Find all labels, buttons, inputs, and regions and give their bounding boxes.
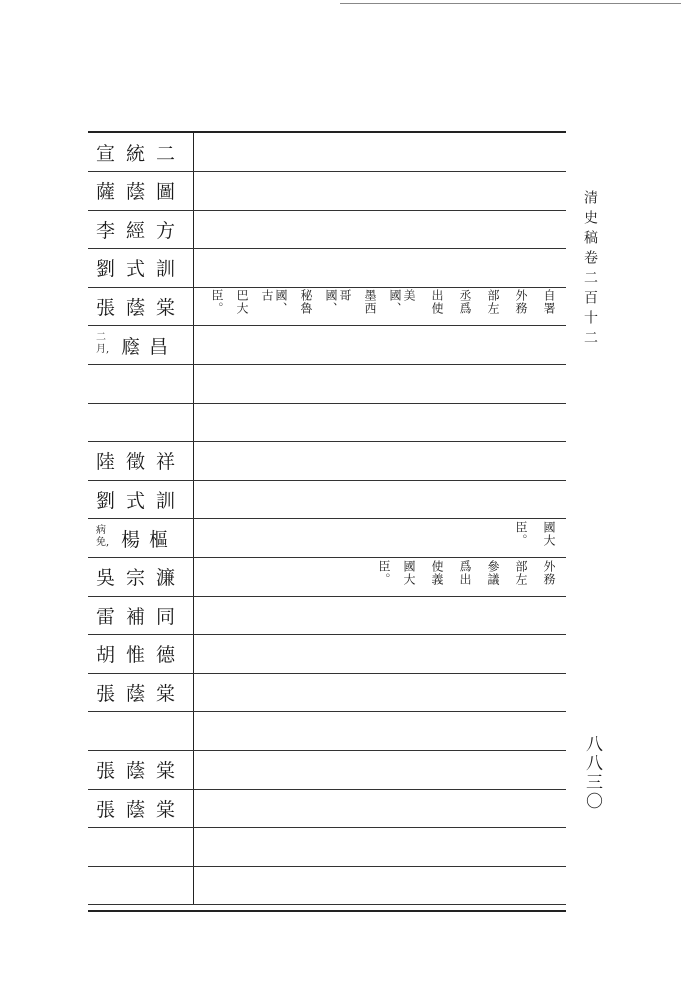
table-row [88, 249, 566, 288]
table-row [88, 828, 566, 867]
table-row [88, 326, 566, 365]
official-name: 劉式訓 [96, 258, 187, 281]
name-cell [96, 442, 192, 480]
table-row [88, 751, 566, 790]
official-name: 楊樞 [121, 528, 178, 551]
row-note: 病免, [96, 525, 110, 548]
entry-text [500, 521, 556, 555]
entry-column: 出使 [430, 289, 444, 316]
entry-column: 部左 [486, 289, 500, 316]
official-name: 張蔭棠 [96, 798, 187, 821]
table-row [88, 442, 566, 481]
entry-column: 參議 [486, 559, 500, 586]
entry-column: 丞爲 [458, 289, 472, 316]
official-name: 李經方 [96, 219, 187, 242]
name-cell [96, 712, 192, 750]
official-name: 宣統二 [96, 142, 187, 165]
entry-column: 臣。 [514, 521, 528, 547]
table-row [88, 866, 566, 905]
top-edge-line [340, 3, 681, 4]
entry-column: 美國、 [388, 289, 416, 316]
table-row [88, 635, 566, 674]
entry-column: 臣。 [377, 559, 391, 586]
entry-column: 哥國、 [324, 289, 352, 316]
name-cell [96, 751, 192, 789]
official-name: 陸徵祥 [96, 451, 187, 474]
official-name: 薩蔭圖 [96, 181, 187, 204]
entry-column: 臣。 [210, 289, 224, 316]
name-cell [96, 326, 192, 364]
entry-column: 秘魯 [299, 289, 313, 316]
name-cell [96, 558, 192, 596]
table-row [88, 365, 566, 404]
table-bottom-rule [88, 910, 566, 912]
official-name: 雷補同 [96, 605, 187, 628]
name-cell [96, 133, 192, 171]
name-cell [96, 172, 192, 210]
entry-column: 使義 [430, 559, 444, 586]
name-cell [96, 480, 192, 518]
table-row [88, 403, 566, 442]
official-name: 張蔭棠 [96, 760, 187, 783]
name-cell [96, 673, 192, 711]
official-name: 廕昌 [121, 335, 178, 358]
entry-column: 部左 [514, 559, 528, 586]
table-row [88, 712, 566, 751]
name-cell [96, 635, 192, 673]
table-row [88, 519, 566, 558]
entry-column: 爲出 [458, 559, 472, 586]
name-cell [96, 210, 192, 248]
official-name: 劉式訓 [96, 489, 187, 512]
official-name: 張蔭棠 [96, 682, 187, 705]
name-cell [96, 249, 192, 287]
row-rule [88, 904, 566, 905]
official-name: 吳宗濂 [96, 567, 187, 590]
table-row [88, 287, 566, 326]
official-name: 胡惟德 [96, 644, 187, 667]
entry-column: 國大 [402, 559, 416, 586]
name-cell [96, 287, 192, 325]
name-cell [96, 519, 192, 557]
name-cell [96, 789, 192, 827]
entry-text [366, 560, 556, 594]
entry-column: 國大 [542, 521, 556, 547]
table-row [88, 673, 566, 712]
entry-text [199, 289, 556, 323]
table-row [88, 133, 566, 172]
table-row [88, 596, 566, 635]
table-row [88, 172, 566, 211]
table-row [88, 210, 566, 249]
table-row [88, 789, 566, 828]
entry-column: 自署 [542, 289, 556, 316]
row-note: 二月, [96, 332, 110, 355]
page-number: 八八三〇 [582, 735, 602, 811]
book-title: 清史稿卷二百十二 [582, 190, 598, 350]
entry-column: 國、古 [260, 289, 288, 316]
name-cell [96, 596, 192, 634]
entry-column: 外務 [514, 289, 528, 316]
name-cell [96, 866, 192, 904]
name-cell [96, 403, 192, 441]
entry-column: 外務 [542, 559, 556, 586]
name-cell [96, 828, 192, 866]
official-name: 張蔭棠 [96, 296, 187, 319]
table-row [88, 558, 566, 597]
entry-column: 巴大 [235, 289, 249, 316]
table-row [88, 480, 566, 519]
name-cell [96, 365, 192, 403]
entry-column: 墨西 [363, 289, 377, 316]
